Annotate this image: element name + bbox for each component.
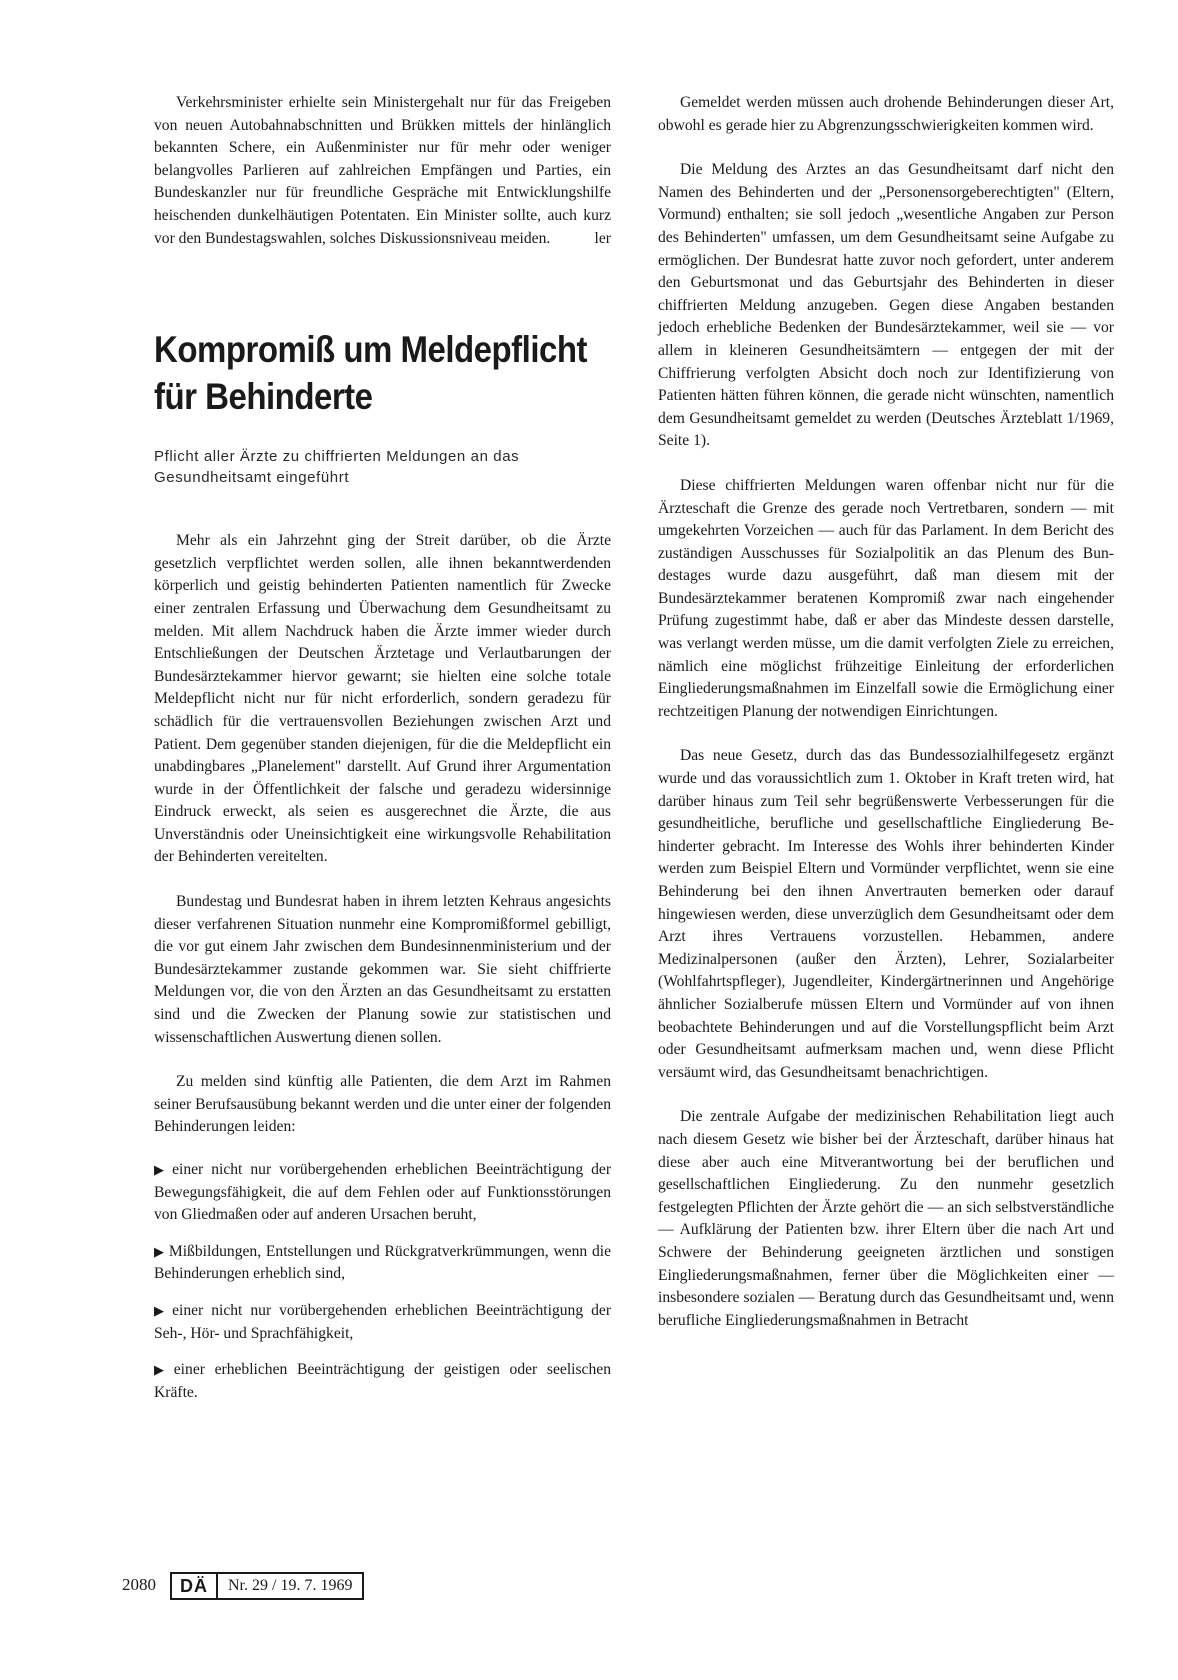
body-paragraph: Die Meldung des Arztes an das Gesundheitsamt darf nicht den Namen des Behinderten und der „Personensorgeberechtigten" (Eltern, Vormund) enthalten; sie soll jedoch „wesentliche Angaben zur Person des Behinderten" umfassen, um dem Gesundheitsamt seine Aufgabe zu ermöglichen. Der Bundesrat hatte zuvor noch gefordert, unter anderem den Geburtsmonat und das Geburtsjahr des Behinderten in dieser chiffrierten Meldung anzugeben. Gegen diese Angaben bestanden jedoch erhebliche Bedenken der Bundesärztekammer, weil sie — vor allem in kleineren Gesundheitsämtern — entgegen der mit der Chiffrierung verfolgten Absicht doch noch zur Identifizierung von Patienten hätten führen können, die gerade nicht wünschten, namentlich dem Gesundheitsamt gemeldet zu werden (Deutsches Ärzteblatt 1/1969, Seite 1). [658, 161, 1114, 450]
issue-info: Nr. 29 / 19. 7. 1969 [218, 1572, 364, 1600]
body-paragraph: Das neue Gesetz, durch das das Bundessozialhilfegesetz ergänzt wurde und das voraussichtlich zum 1. Oktober in Kraft treten wird, hat darüber hinaus zum Teil sehr begrüßenswerte Verbesserungen für die gesundheitliche, berufliche und gesellschaftliche Eingliederung Behinderter gebracht. Im Interesse des Wohls ihrer behinderten Kinder werden zum Beispiel Eltern und Vormünder verpflichtet, wenn sie eine Behinderung bei den ihnen Anvertrauten bemerken oder darauf hingewiesen werden, diese unverzüglich dem Gesundheitsamt oder dem Arzt ihres Vertrauens vorzustellen. Hebammen, andere Medizinalpersonen (außer den Ärzten), Lehrer, Sozialarbeiter (Wohlfahrtspfleger), Jugendleiter, Kindergärtnerinnen und Angehörige ähnlicher Sozialberufe müssen Eltern und Vormünder auf von ihnen beobachtete Behinderungen und auf die Vorstellungspflicht beim Arzt oder Gesundheitsamt aufmerksam machen und, wenn diese Pflicht versäumt wird, das Gesundheitsamt benachrichtigen. [658, 747, 1114, 1081]
triangle-bullet-icon: ▶ [154, 1162, 169, 1177]
triangle-bullet-icon: ▶ [154, 1302, 169, 1318]
triangle-bullet-icon: ▶ [154, 1362, 170, 1378]
list-item [154, 1241, 611, 1286]
list-item [154, 1359, 611, 1404]
list-item-text: Mißbildungen, Entstellungen und Rückgratverkrümmungen, wenn die Behinderungen erheblich sind, [154, 1242, 611, 1283]
article-headline: Kompromiß um Meldepflicht für Behinderte [154, 328, 587, 417]
journal-logo: DÄ [170, 1572, 218, 1600]
body-paragraph: Mehr als ein Jahrzehnt ging der Streit darüber, ob die Ärzte gesetzlich verpflichtet werden sollen, alle ihnen bekanntwerdenden körperlich und geistig behinderten Patienten namentlich für Zwecke einer zentralen Erfassung und Überwachung dem Gesundheitsamt zu melden. Mit allem Nachdruck haben die Ärzte immer wieder durch Entschließungen der Deutschen Ärztetage und Verlautbarungen der Bundesärztekammer hiervor gewarnt; sie hielten eine solche totale Meldepflicht nicht nur für nicht erforderlich, sondern geradezu für schädlich für die vertrauensvollen Beziehungen zwischen Arzt und Patient. Dem gegenüber standen diejenigen, für die die Meldepflicht ein unabdingbares „Planelement" darstellt. Auf Grund ihrer Argumentation wurde in der Öffentlichkeit der falsche und geradezu widersinnige Eindruck erweckt, als seien es ausgerechnet die Ärzte, die aus Unverständnis oder Uneinsichtigkeit eine wirkungsvolle Rehabilitation der Behinderten vereitelten. [154, 532, 611, 866]
list-item [154, 1300, 611, 1345]
list-item [154, 1159, 611, 1227]
triangle-bullet-icon: ▶ [154, 1243, 165, 1259]
intro-paragraph [154, 92, 611, 250]
body-paragraph: Gemeldet werden müssen auch drohende Behinderungen dieser Art, obwohl es gerade hier zu Abgrenzungsschwierigkeiten kommen wird. [658, 94, 1114, 134]
left-column [154, 92, 611, 1404]
list-item-text: einer erheblichen Beeinträchtigung der geistigen oder seelischen Kräfte. [154, 1361, 611, 1401]
disability-list [154, 1159, 611, 1404]
body-paragraph: Bundestag und Bundesrat haben in ihrem letzten Kehraus angesichts dieser verfahrenen Situation nunmehr eine Kompromißformel gebilligt, die vor gut einem Jahr zwischen dem Bundesinnenministerium und der Bundesärztekammer zustande gekommen war. Sie sieht chiffrierte Meldungen vor, die von den Ärzten an das Gesundheitsamt zu erstatten sind und die Zwecken der Planung sowie zur statistischen und wissenschaftlichen Auswertung dienen sollen. [154, 893, 611, 1046]
page-footer [122, 1572, 364, 1600]
page-number: 2080 [122, 1575, 156, 1594]
article-subheadline: Pflicht aller Ärzte zu chiffrierten Meldungen an das Gesundheitsamt eingeführt [154, 448, 520, 487]
body-paragraph: Diese chiffrierten Meldungen waren offenbar nicht nur für die Ärzteschaft die Grenze des gerade noch Vertretbaren, sondern — mit umgekehrten Vorzeichen — auch für das Parlament. In dem Bericht des zuständigen Ausschusses für Sozialpolitik an das Plenum des Bundestages wurde dazu ausgeführt, daß man diesem mit der Bundesärztekammer beratenen Kompromiß zwar nach eingehender Prüfung zugestimmt habe, daß er aber das Mindeste dessen darstelle, was verlangt werden müsse, um die damit verfolgten Ziele zu erreichen, nämlich eine möglichst frühzeitige Einleitung der erforderlichen Eingliederungsmaßnahmen im Einzelfall sowie die Ermöglichung einer rechtzeitigen Planung der notwendigen Einrichtungen. [658, 476, 1114, 720]
right-column [658, 92, 1114, 1332]
list-item-text: einer nicht nur vorübergehenden erheblichen Beeinträchtigung der Seh-, Hör- und Sprachfähigkeit, [154, 1301, 612, 1342]
author-signature: ler [594, 229, 611, 247]
body-paragraph: Die zentrale Aufgabe der medizinischen Rehabilitation liegt auch nach diesem Gesetz wie bisher bei der Ärzteschaft, darüber hinaus hat diese aber auch eine Mitverantwortung bei der beruflichen und gesellschaftlichen Eingliederung. Zu den nunmehr gesetzlich festgelegten Pflichten der Ärzte gehört die — an sich selbstverständliche — Aufklärung der Patienten bzw. ihrer Eltern über die nach Art und Schwere der Behinderung geeigneten ärztlichen und sonstigen Eingliederungsmaßnahmen, ferner über die Möglichkeiten einer — insbesondere sozialen — Beratung durch das Gesundheitsamt und, wenn berufliche Eingliederungsmaßnahmen in Betracht [658, 1108, 1114, 1329]
list-item-text: einer nicht nur vorübergehenden erheblichen Beeinträchtigung der Bewegungsfähigkeit, die auf dem Fehlen oder auf Funktionsstörungen von Gliedmaßen oder auf anderen Ursachen beruht, [154, 1161, 612, 1224]
intro-text: Verkehrsminister erhielte sein Ministergehalt nur für das Freigeben von neuen Autobahnabschnitten und Brükken mittels der hinlänglich bekannten Schere, ein Außenminister nur für mehr oder weniger belangvolles Parlieren auf zahlreichen Empfängen und Parties, ein Bundeskanzler nur für freundliche Gespräche mit Entwicklungshilfe heischenden dunkelhäutigen Potentaten. Ein Minister sollte, auch kurz vor den Bundestagswahlen, solches Diskussionsniveau meiden. [154, 94, 611, 247]
body-paragraph: Zu melden sind künftig alle Patienten, die dem Arzt im Rahmen seiner Berufsausübung bekannt werden und die unter einer der folgenden Behinderungen leiden: [154, 1073, 611, 1136]
